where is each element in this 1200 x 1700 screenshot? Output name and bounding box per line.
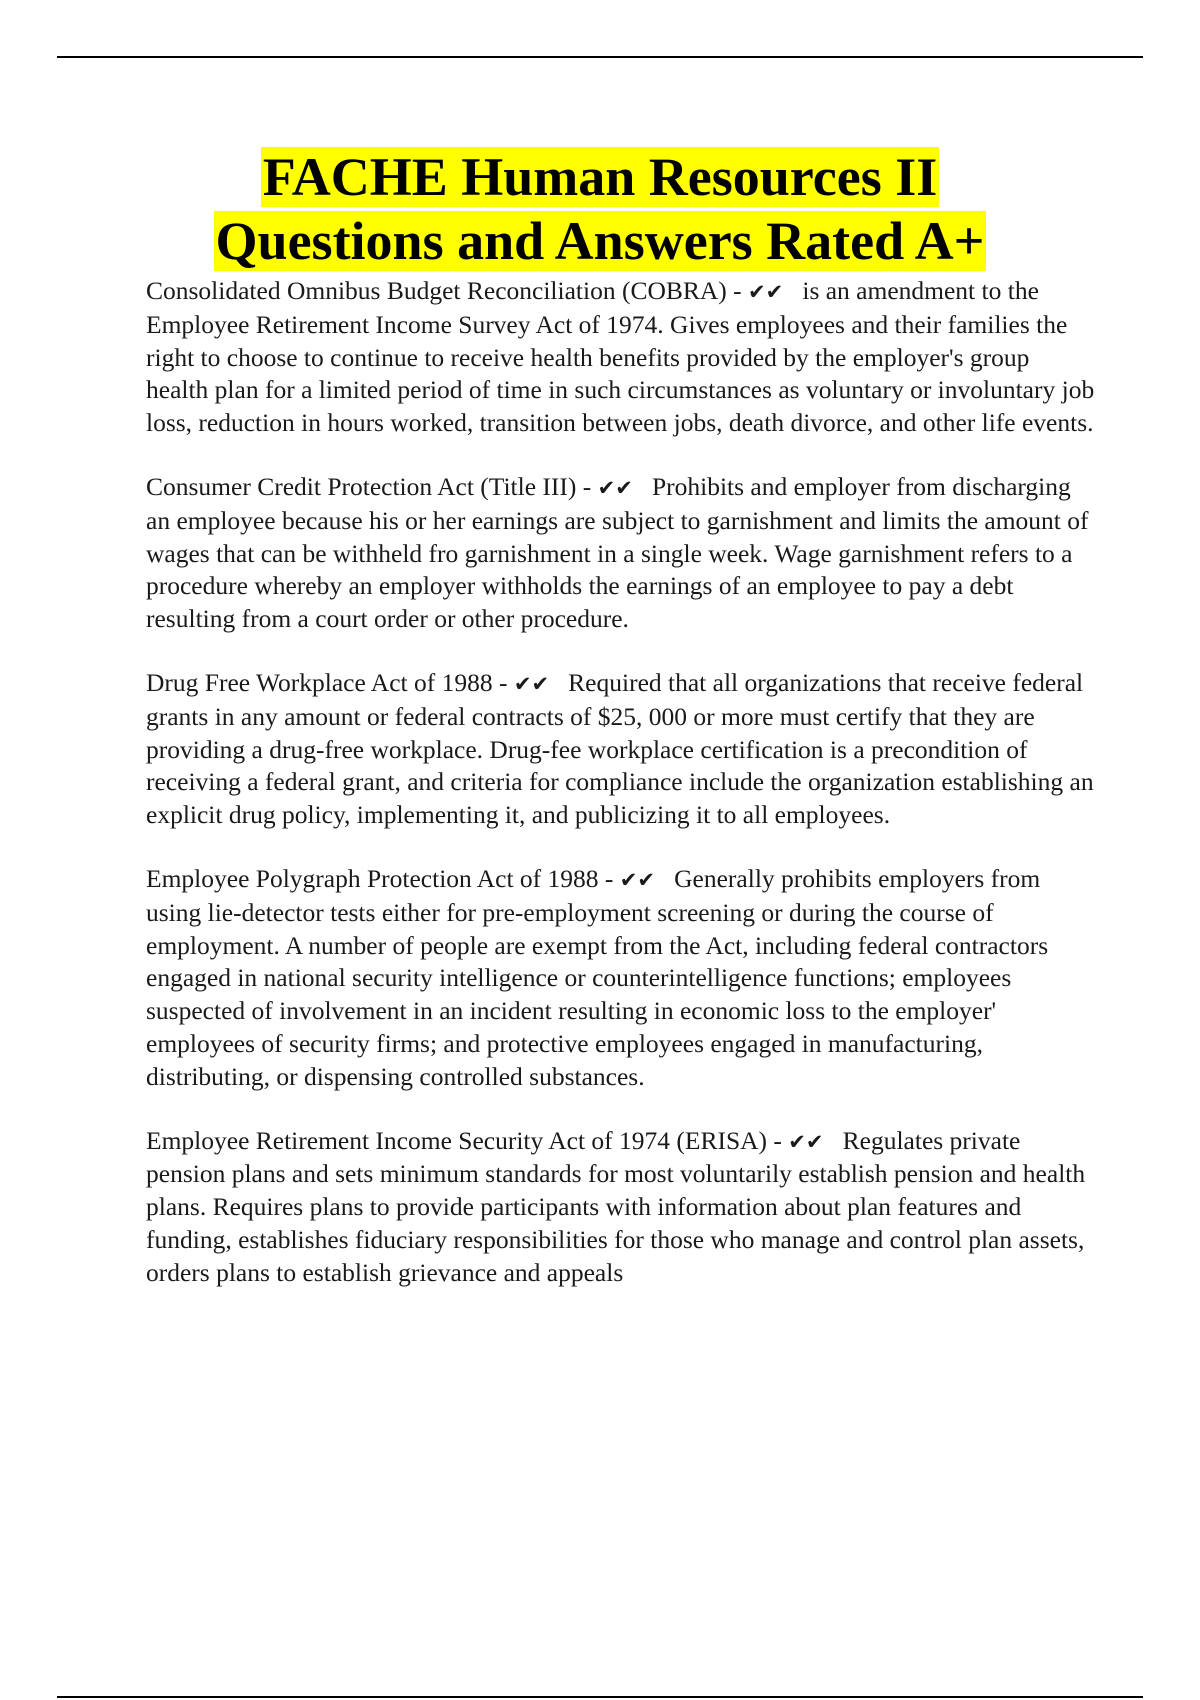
title-line-2 (0, 209, 1200, 273)
entry-term: Consumer Credit Protection Act (Title III) - (146, 471, 592, 501)
entry-term: Employee Retirement Income Security Act of 1974 (ERISA) - (146, 1125, 782, 1155)
entry-definition: Generally prohibits employers from using lie-detector tests either for pre-employment screening or during the course of employment. A number of people are exempt from the Act, including federal contractors engaged in national security intelligence or counterintelligence functions; employees suspected of involvement in an incident resulting in economic loss to the employer' employees of security firms; and protective employees engaged in manufacturing, distributing, or dispensing controlled substances. (146, 863, 1049, 1091)
check-icon: ✔✔ (619, 867, 655, 892)
check-icon: ✔✔ (788, 1129, 824, 1154)
document-title (0, 145, 1200, 273)
document-body (146, 275, 1096, 1321)
check-icon: ✔✔ (513, 671, 550, 696)
title-line-1 (0, 145, 1200, 209)
title-line-1-text: FACHE Human Resources II (262, 147, 938, 207)
bottom-rule (57, 1696, 1143, 1698)
title-line-2-text: Questions and Answers Rated A+ (215, 211, 985, 271)
entry-drug-free (146, 667, 1096, 832)
entry-definition: is an amendment to the Employee Retirement Income Survey Act of 1974. Gives employees and their families the right to choose to continue to receive health benefits provided by the employer's group health plan for a limited period of time in such circumstances as voluntary or involuntary job loss, reduction in hours worked, transition between jobs, death divorce, and other life events. (146, 276, 1095, 438)
top-rule (57, 56, 1143, 58)
entry-cobra (146, 275, 1096, 440)
entry-consumer-credit (146, 471, 1096, 636)
entry-polygraph (146, 863, 1096, 1094)
entry-term: Drug Free Workplace Act of 1988 - (146, 667, 508, 697)
entry-definition: Prohibits and employer from discharging an employee because his or her earnings are subject to garnishment and limits the amount of wages that can be withheld fro garnishment in a single week. Wage garnishment refers to a procedure whereby an employer withholds the earnings of an employee to pay a debt resulting from a court order or other procedure. (146, 471, 1089, 634)
entry-definition: Regulates private pension plans and sets minimum standards for most voluntarily establish pension and health plans. Requires plans to provide participants with information about plan features and funding, establishes fiduciary responsibilities for those who manage and control plan assets, orders plans to establish grievance and appeals (146, 1125, 1086, 1287)
entry-term: Consolidated Omnibus Budget Reconciliation (COBRA) - (146, 276, 742, 305)
check-icon: ✔✔ (597, 475, 633, 500)
entry-erisa (146, 1125, 1096, 1290)
entry-term: Employee Polygraph Protection Act of 1988 - (146, 863, 614, 893)
check-icon: ✔✔ (748, 280, 784, 304)
entry-definition: Required that all organizations that receive federal grants in any amount or federal contracts of $25, 000 or more must certify that they are providing a drug-free workplace. Drug-fee workplace certification is a precondition of receiving a federal grant, and criteria for compliance include the organization establishing an explicit drug policy, implementing it, and publicizing it to all employees. (146, 667, 1094, 830)
